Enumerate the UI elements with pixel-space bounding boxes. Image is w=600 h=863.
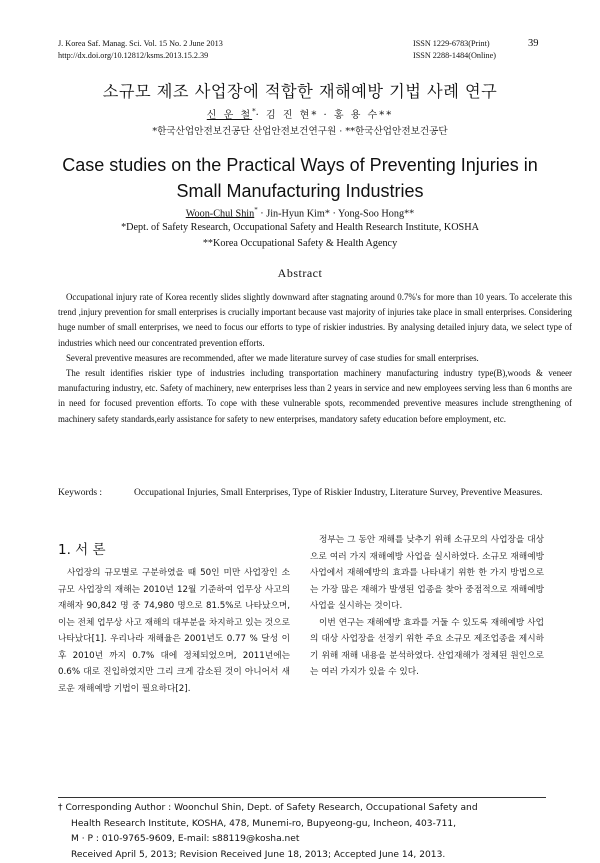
intro-paragraph-3: 이번 연구는 재해예방 효과를 거둘 수 있도록 재해예방 사업의 대상 사업장을 선정키 위한 주요 소규모 제조업종을 제시하기 위해 재해 내용을 분석하였다. 산업재해가 정체된 원인으로는 여러 가지가 있을 수 있다. bbox=[310, 615, 544, 681]
contact-info: M · P : 010-9765-9609, E-mail: s88119@kosha.net bbox=[58, 832, 552, 848]
issn-online: ISSN 2288-1484(Online) bbox=[413, 50, 496, 62]
english-affiliation-2: **Korea Occupational Safety & Health Agency bbox=[0, 238, 600, 249]
english-authors bbox=[0, 206, 600, 219]
abstract-paragraph-3: The result identifies riskier type of industries including transportation machinery manufacturing industry type(B),woods & veneer manufacturing industry, etc. Safety of machinery, new enterprises less than 2 years in service and new employees serving less than 6 months are in need for focused prevention efforts. To cope with these vulnerable spots, recommended preventive measures include strengthening of machinery safety standards,early assistance for safety to new enterprises, mandatory safety education before employment, etc. bbox=[58, 366, 572, 427]
keywords-label: Keywords : bbox=[58, 486, 120, 502]
keywords-values: Occupational Injuries, Small Enterprises, Type of Riskier Industry, Literature Survey, Preventive Measures. bbox=[120, 486, 542, 502]
korean-title: 소규모 제조 사업장에 적합한 재해예방 기법 사례 연구 bbox=[0, 78, 600, 102]
english-title bbox=[0, 152, 600, 204]
english-first-author-mark: * bbox=[254, 206, 258, 214]
section-heading-introduction: 1. 서 론 bbox=[58, 538, 106, 558]
abstract-paragraph-2: Several preventive measures are recommended, after we made literature survey of case studies for small enterprises. bbox=[58, 351, 572, 366]
keywords bbox=[58, 486, 572, 502]
intro-paragraph-1: 사업장의 규모별로 구분하였을 때 50인 미만 사업장인 소규모 사업장의 재해는 2010년 12월 기준하여 업무상 사고의 재해자 90,842 명 중 74,980 명으로 81.5%로 나타났으며, 이는 전체 업무상 사고 재해의 대부분을 차지하고 있는 것으로 나타났다[1]. 우리나라 재해율은 2001년도 0.77 % 달성 이후 2010년 까지 0.7% 대에 정체되었으며, 2011년에는 0.6% 대로 진입하였지만 그리 크게 감소된 것이 아니어서 새로운 재해예방 기법이 필요하다[2]. bbox=[58, 565, 290, 697]
issn-print: ISSN 1229-6783(Print) bbox=[413, 38, 496, 50]
page-number: 39 bbox=[528, 38, 539, 49]
abstract-paragraph-1: Occupational injury rate of Korea recently slides slightly downward after stagnating around 0.7%'s for more than 10 years. To accelerate this trend ,injury prevention for small enterprises is crucially important because vast majority of injuries take place in small enterprises. Considering huge number of small enterprises, we need to focus our efforts to type of riskier industries. By analysing detailed injury data, we select type of industries which need our concentrated prevention efforts. bbox=[58, 290, 572, 351]
corresponding-author: † Corresponding Author : Woonchul Shin, Dept. of Safety Research, Occupational Safety and bbox=[58, 801, 552, 817]
doi-line: http://dx.doi.org/10.12812/ksms.2013.15.2.39 bbox=[58, 50, 223, 62]
received-dates: Received April 5, 2013; Revision Received June 18, 2013; Accepted June 14, 2013. bbox=[58, 848, 552, 863]
footnote-divider bbox=[58, 797, 546, 798]
english-title-line2: Small Manufacturing Industries bbox=[0, 178, 600, 204]
english-affiliation-1: *Dept. of Safety Research, Occupational Safety and Health Research Institute, KOSHA bbox=[0, 222, 600, 233]
korean-affiliation: *한국산업안전보건공단 산업안전보건연구원 · **한국산업안전보건공단 bbox=[0, 123, 600, 137]
running-header-right bbox=[413, 38, 496, 62]
running-header-left bbox=[58, 38, 223, 62]
intro-paragraph-2: 정부는 그 동안 재해를 낮추기 위해 소규모의 사업장을 대상으로 여러 가지 재해예방 사업을 실시하였다. 소규모 재해예방 사업에서 재해예방의 효과를 나타내기 위한 한 가지 방법으로는 가장 많은 재해가 발생된 업종을 찾아 중점적으로 재해예방 사업을 실시하는 것이다. bbox=[310, 532, 544, 615]
korean-first-author: 신 운 철 bbox=[207, 110, 252, 121]
english-title-line1: Case studies on the Practical Ways of Preventing Injuries in bbox=[0, 152, 600, 178]
abstract-body bbox=[58, 290, 572, 427]
korean-first-author-mark: * bbox=[252, 108, 256, 116]
left-column bbox=[58, 565, 290, 697]
journal-citation: J. Korea Saf. Manag. Sci. Vol. 15 No. 2 June 2013 bbox=[58, 38, 223, 50]
english-other-authors: · Jin-Hyun Kim* · Yong-Soo Hong** bbox=[258, 208, 415, 219]
english-first-author: Woon-Chul Shin bbox=[186, 208, 255, 219]
corresponding-author-address: Health Research Institute, KOSHA, 478, Munemi-ro, Bupyeong-gu, Incheon, 403-711, bbox=[58, 817, 552, 833]
korean-authors bbox=[0, 106, 600, 121]
footnote bbox=[58, 801, 552, 863]
korean-other-authors: · 김 진 현* · 홍 용 수** bbox=[256, 110, 394, 121]
abstract-heading: Abstract bbox=[0, 266, 600, 281]
right-column bbox=[310, 532, 544, 681]
